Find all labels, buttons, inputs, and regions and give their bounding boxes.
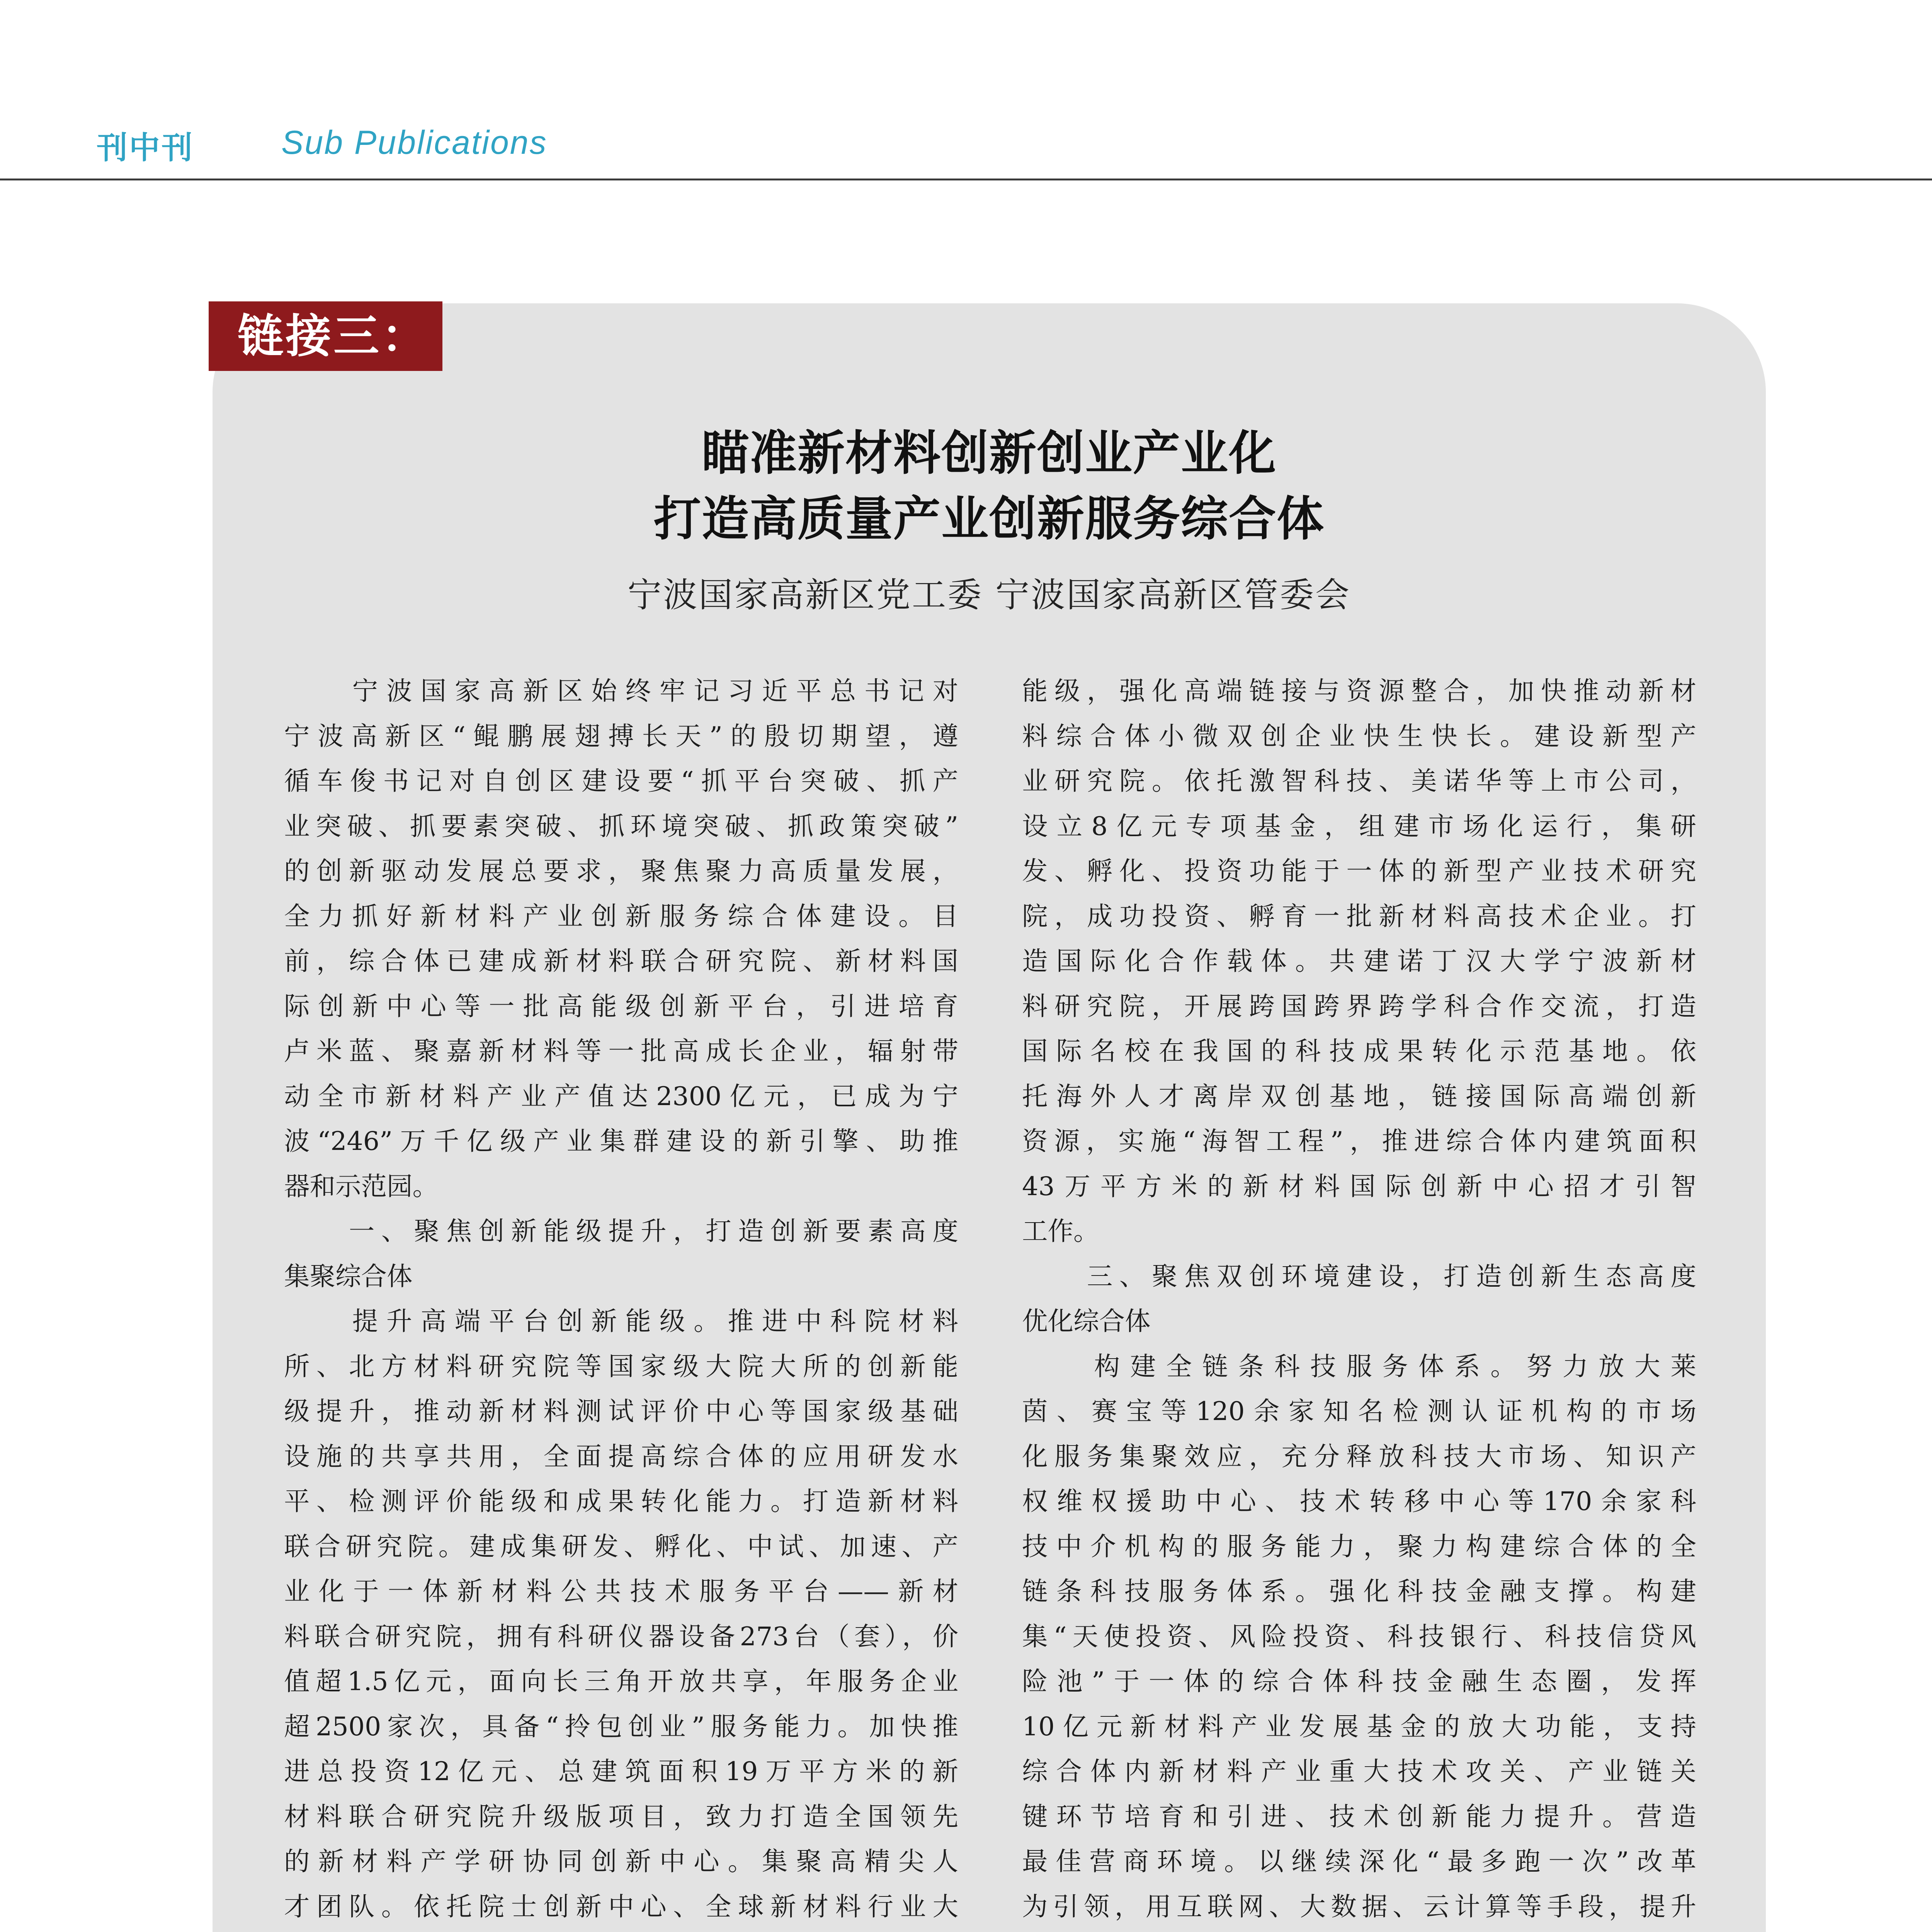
text-line: 三、聚焦双创环境建设，打造创新生态高度: [1022, 1261, 1696, 1291]
text-line: 综合体内新材料产业重大技术攻关、产业链关: [1022, 1756, 1696, 1786]
text-line: 波“246”万千亿级产业集群建设的新引擎、助推: [284, 1126, 958, 1156]
text-line: 权维权援助中心、技术转移中心等170余家科: [1022, 1486, 1696, 1516]
text-line: 链条科技服务体系。强化科技金融支撑。构建: [1022, 1576, 1696, 1606]
text-line: 前，综合体已建成新材料联合研究院、新材料国: [284, 946, 958, 976]
text-line: 构建全链条科技服务体系。努力放大莱: [1022, 1351, 1696, 1381]
text-line: 超2500家次，具备“拎包创业”服务能力。加快推: [284, 1711, 958, 1742]
text-line: 茵、赛宝等120余家知名检测认证机构的市场: [1022, 1396, 1696, 1426]
text-line: 资源，实施“海智工程”，推进综合体内建筑面积: [1022, 1126, 1696, 1156]
text-line: 能级，强化高端链接与资源整合，加快推动新材: [1022, 676, 1696, 706]
text-line: 造国际化合作载体。共建诺丁汉大学宁波新材: [1022, 946, 1696, 976]
text-line: 宁波国家高新区始终牢记习近平总书记对: [284, 676, 958, 706]
text-line: 业研究院。依托激智科技、美诺华等上市公司，: [1022, 766, 1696, 796]
text-line: 业突破、抓要素突破、抓环境突破、抓政策突破”: [284, 811, 958, 841]
text-line: 业化于一体新材料公共技术服务平台——新材: [284, 1576, 958, 1606]
article-author: 宁波国家高新区党工委 宁波国家高新区管委会: [628, 575, 1351, 615]
text-line: 联合研究院。建成集研发、孵化、中试、加速、产: [284, 1531, 958, 1561]
text-line: 循车俊书记对自创区建设要“抓平台突破、抓产: [284, 766, 958, 796]
text-line: 为引领，用互联网、大数据、云计算等手段，提升: [1022, 1891, 1696, 1922]
text-line: 料研究院，开展跨国跨界跨学科合作交流，打造: [1022, 991, 1696, 1021]
text-line: [1022, 1929, 1696, 1932]
text-line: 平、检测评价能级和成果转化能力。打造新材料: [284, 1486, 958, 1516]
text-line: 卢米蓝、聚嘉新材料等一批高成长企业，辐射带: [284, 1036, 958, 1066]
text-line: 优化综合体: [1022, 1306, 1151, 1336]
text-line: 集“天使投资、风险投资、科技银行、科技信贷风: [1022, 1621, 1696, 1651]
article-title-line-2: 打造高质量产业创新服务综合体: [654, 491, 1325, 546]
article-title-line-1: 瞄准新材料创新创业产业化: [702, 425, 1277, 481]
text-line: 设立8亿元专项基金，组建市场化运行，集研: [1022, 811, 1696, 841]
text-line: 动全市新材料产业产值达2300亿元，已成为宁: [284, 1081, 958, 1111]
text-line: 的创新驱动发展总要求，聚焦聚力高质量发展，: [284, 856, 958, 886]
text-line: 宁波高新区“鲲鹏展翅搏长天”的殷切期望，遵: [284, 721, 958, 751]
text-line: 所、北方材料研究院等国家级大院大所的创新能: [284, 1351, 958, 1381]
link-tag: 链接三：: [209, 301, 442, 371]
text-line: 工作。: [1022, 1216, 1099, 1246]
text-line: 提升高端平台创新能级。推进中科院材料: [284, 1306, 958, 1336]
text-line: 技中介机构的服务能力，聚力构建综合体的全: [1022, 1531, 1696, 1561]
text-line: 一、聚焦创新能级提升，打造创新要素高度: [284, 1216, 958, 1246]
text-line: 级提升，推动新材料测试评价中心等国家级基础: [284, 1396, 958, 1426]
text-line: [284, 1929, 958, 1932]
text-line: 际创新中心等一批高能级创新平台，引进培育: [284, 991, 958, 1021]
left-column: [284, 668, 958, 1932]
text-line: 材料联合研究院升级版项目，致力打造全国领先: [284, 1801, 958, 1832]
text-line: 键环节培育和引进、技术创新能力提升。营造: [1022, 1801, 1696, 1832]
section-label-english: Sub Publications: [281, 124, 548, 161]
text-line: 料联合研究院，拥有科研仪器设备273台（套），价: [284, 1621, 958, 1651]
text-line: 设施的共享共用，全面提高综合体的应用研发水: [284, 1441, 958, 1471]
text-line: 器和示范园。: [284, 1171, 438, 1201]
text-line: 发、孵化、投资功能于一体的新型产业技术研究: [1022, 856, 1696, 886]
text-line: 险池”于一体的综合体科技金融生态圈，发挥: [1022, 1666, 1696, 1696]
text-line: 院，成功投资、孵育一批新材料高技术企业。打: [1022, 901, 1696, 931]
right-column: [1022, 668, 1696, 1932]
text-line: 最佳营商环境。以继续深化“最多跑一次”改革: [1022, 1846, 1696, 1876]
text-line: 才团队。依托院士创新中心、全球新材料行业大: [284, 1891, 958, 1922]
text-line: 值超1.5亿元，面向长三角开放共享，年服务企业: [284, 1666, 958, 1696]
section-label: 刊中刊: [97, 130, 194, 166]
text-line: 43万平方米的新材料国际创新中心招才引智: [1022, 1171, 1696, 1201]
text-line: 集聚综合体: [284, 1261, 413, 1291]
text-line: 全力抓好新材料产业创新服务综合体建设。目: [284, 901, 958, 931]
text-line: 10亿元新材料产业发展基金的放大功能，支持: [1022, 1711, 1696, 1742]
text-line: 国际名校在我国的科技成果转化示范基地。依: [1022, 1036, 1696, 1066]
text-line: 托海外人才离岸双创基地，链接国际高端创新: [1022, 1081, 1696, 1111]
header-divider: [0, 179, 1932, 180]
text-line: 料综合体小微双创企业快生快长。建设新型产: [1022, 721, 1696, 751]
text-line: 进总投资12亿元、总建筑面积19万平方米的新: [284, 1756, 958, 1786]
text-line: 的新材料产学研协同创新中心。集聚高精尖人: [284, 1846, 958, 1876]
text-line: 化服务集聚效应，充分释放科技大市场、知识产: [1022, 1441, 1696, 1471]
